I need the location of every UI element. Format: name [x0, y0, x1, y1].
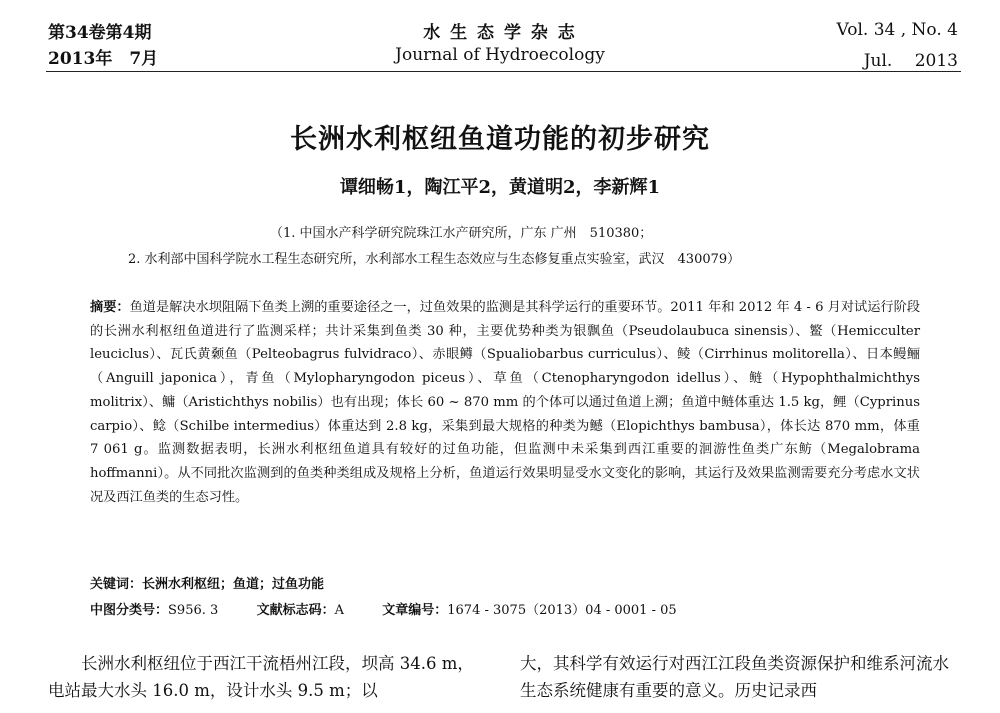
clc-value: S956. 3 — [168, 603, 219, 618]
abstract-text: 鱼道是解决水坝阻隔下鱼类上溯的重要途径之一，过鱼效果的监测是其科学运行的重要环节。2011 年和 2012 年 4 - 6 月对试运行阶段的长洲水利枢纽鱼道进行了监测采样；共计采集到鱼类 30 种，主要优势种类为银飘鱼（Pseudolaubuca sinensis）、鳘（Hemicculter leuciclus）、瓦氏黄颡鱼（Pelteobagrus fulvidraco）、赤眼鳟（Spualiobarbus curriculus）、鲮（Cirrhinus molitorella）、日本鳗鲡（Anguill japonica），青鱼（Mylopharyngodon piceus）、草鱼（Ctenopharyngodon idellus）、鲢（Hypophthalmichthys molitrix）、鳙（Aristichthys nobilis）也有出现；体长 60 ~ 870 mm 的个体可以通过鱼道上溯；鱼道中鲢体重达 1.5 kg，鲤（Cyprinus carpio）、鲶（Schilbe intermedius）体重达到 2.8 kg，采集到最大规格的种类为鳡（Elopichthys bambusa），体长达 870 mm，体重 7 061 g。监测数据表明，长洲水利枢纽鱼道具有较好的过鱼功能，但监测中未采集到西江重要的洄游性鱼类广东鲂（Megalobrama hoffmanni）。从不同批次监测到的鱼类种类组成及规格上分析，鱼道运行效果明显受水文变化的影响，其运行及效果监测需要充分考虑水文状况及西江鱼类的生态习性。 — [90, 300, 921, 505]
journal-name-cn: 水 生 态 学 杂 志 — [423, 23, 577, 43]
abstract-label: 摘要： — [90, 300, 130, 315]
volume-issue-cn: 第34卷第4期 — [48, 23, 152, 43]
article-id-label: 文章编号： — [382, 603, 448, 618]
keywords — [90, 573, 324, 592]
body-column-right: 大，其科学有效运行对西江江段鱼类资源保护和维系河流水生态系统健康有重要的意义。历史记录西 — [520, 654, 949, 700]
author-list: 谭细畅1，陶江平2，黄道明2，李新辉1 — [339, 177, 661, 198]
doc-code-label: 文献标志码： — [256, 603, 335, 618]
header-rule — [46, 71, 961, 72]
journal-name-en: Journal of Hydroecology — [395, 45, 605, 65]
clc-label: 中图分类号： — [90, 603, 169, 618]
affiliation-2: 2. 水利部中国科学院水工程生态研究所，水利部水工程生态效应与生态修复重点实验室，武汉 430079） — [128, 252, 741, 267]
body-column-left: 长洲水利枢纽位于西江干流梧州江段，坝高 34.6 m，电站最大水头 16.0 m，设计水头 9.5 m；以 — [48, 654, 474, 700]
date-en: Jul. 2013 — [863, 51, 958, 71]
article-id-value: 1674 - 3075（2013）04 - 0001 - 05 — [447, 603, 677, 618]
volume-issue-en: Vol. 34 , No. 4 — [836, 20, 958, 40]
classification-line — [90, 599, 677, 618]
abstract — [90, 296, 920, 509]
paper-title: 长洲水利枢纽鱼道功能的初步研究 — [290, 124, 710, 155]
doc-code-value: A — [334, 603, 344, 618]
keywords-label: 关键词： — [90, 577, 143, 592]
affiliation-1: （1. 中国水产科学研究院珠江水产研究所，广东 广州 510380； — [270, 226, 653, 241]
keywords-value: 长洲水利枢纽；鱼道；过鱼功能 — [142, 577, 325, 592]
date-cn: 2013年 7月 — [48, 49, 159, 69]
